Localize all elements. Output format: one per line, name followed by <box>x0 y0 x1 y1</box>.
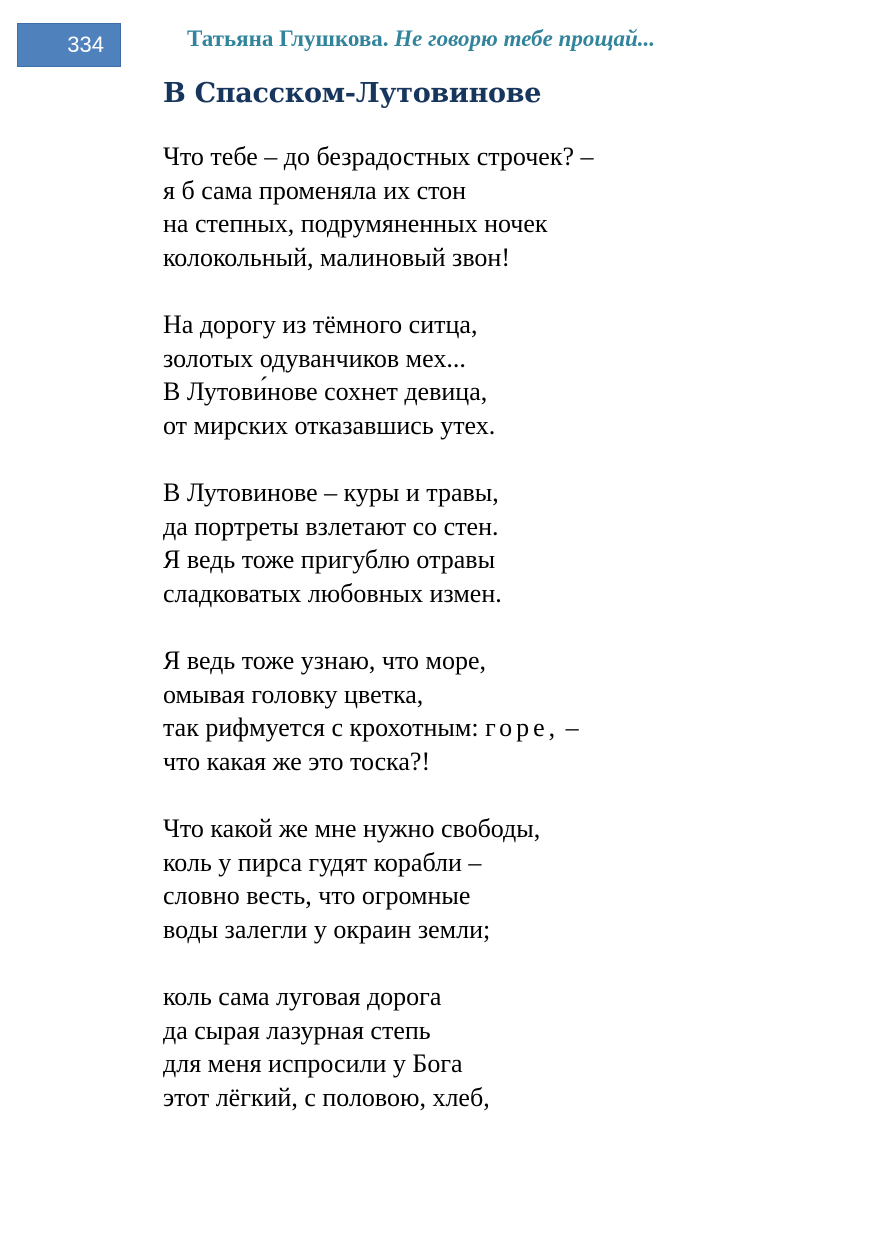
stanza-3 <box>163 476 843 610</box>
poem-line: В Лутови́нове сохнет девица, <box>163 377 488 406</box>
stanza-1 <box>163 140 843 274</box>
spaced-word: горе, <box>485 713 560 742</box>
stanza-6 <box>163 980 843 1114</box>
header-author: Татьяна Глушкова. <box>187 26 389 51</box>
poem-line: Что тебе – до безрадостных строчек? – <box>163 142 594 171</box>
poem-line: от мирских отказавшись утех. <box>163 410 496 440</box>
stanza-5 <box>163 812 843 946</box>
poem-line: Что какой же мне нужно свободы, <box>163 814 541 843</box>
poem-line: коль сама луговая дорога <box>163 982 442 1011</box>
poem-line: словно весть, что огромные <box>163 881 471 910</box>
poem-line: воды залегли у окраин земли; <box>163 914 491 944</box>
poem-line: коль у пирса гудят корабли – <box>163 847 482 877</box>
poem-line: омывая головку цветка, <box>163 679 424 709</box>
line-text: – <box>559 713 579 742</box>
poem-line: Я ведь тоже узнаю, что море, <box>163 646 487 675</box>
stanza-2 <box>163 308 843 442</box>
poem-line: я б сама променяла их стон <box>163 175 467 205</box>
poem-line <box>163 711 843 745</box>
header-book-title: Не говорю тебе прощай... <box>394 26 656 51</box>
running-header <box>187 24 655 54</box>
poem-title: В Спасском-Лутовинове <box>163 78 542 109</box>
stanza-4 <box>163 644 843 778</box>
poem-line: сладковатых любовных измен. <box>163 578 502 608</box>
poem-line: На дорогу из тёмного ситца, <box>163 310 478 339</box>
poem-line: на степных, подрумяненных ночек <box>163 209 548 238</box>
poem-line: да сырая лазурная степь <box>163 1015 431 1045</box>
poem-line: да портреты взлетают со стен. <box>163 511 499 541</box>
poem-body <box>163 140 843 1148</box>
page-number-box <box>17 23 121 67</box>
poem-line: для меня испросили у Бога <box>163 1049 463 1078</box>
line-text: так рифмуется с крохотным: <box>163 713 486 742</box>
page-number: 334 <box>67 32 104 57</box>
poem-line: Я ведь тоже пригублю отравы <box>163 545 496 574</box>
poem-line: что какая же это тоска?! <box>163 746 431 776</box>
poem-line: золотых одуванчиков мех... <box>163 343 466 373</box>
poem-line: В Лутовинове – куры и травы, <box>163 478 499 507</box>
poem-line: колокольный, малиновый звон! <box>163 242 510 272</box>
poem-line: этот лёгкий, с половою, хлеб, <box>163 1082 490 1112</box>
